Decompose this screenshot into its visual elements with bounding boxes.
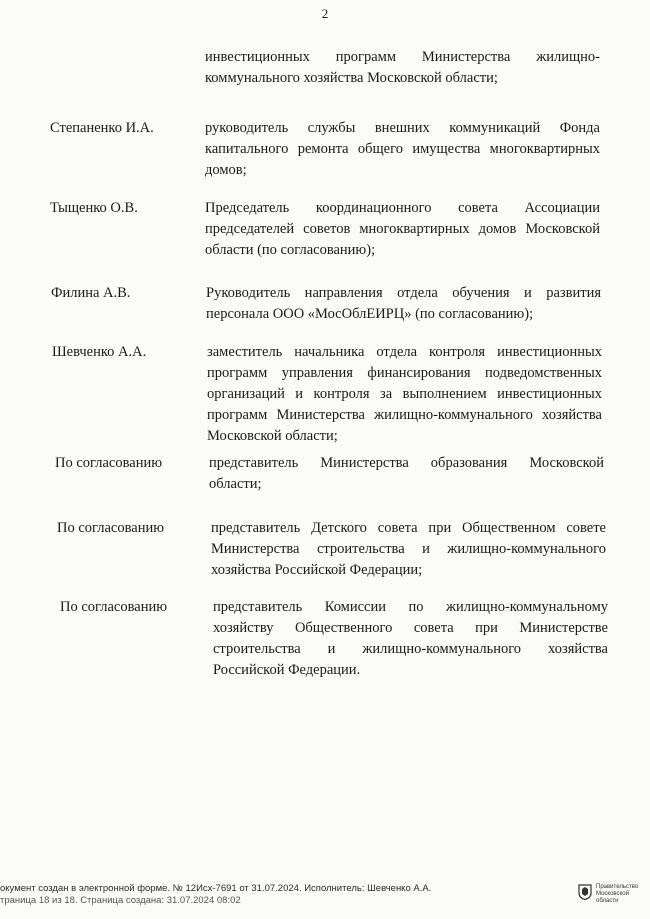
member-role: представитель Комиссии по жилищно-коммунальному хозяйству Общественного совета при Министерстве строительства и жилищно-коммунального хозяйства Российской Федерации. bbox=[213, 599, 608, 678]
member-role: представитель Детского совета при Общественном совете Министерства строительства и жилищно-коммунального хозяйства Российской Федерации; bbox=[211, 520, 606, 578]
member-name: По согласованию bbox=[57, 520, 165, 536]
footer-line-registration: окумент создан в электронной форме. № 12Исх-7691 от 31.07.2024. Исполнитель: Шевченко А.А. bbox=[0, 883, 432, 894]
page-number: 2 bbox=[321, 6, 329, 21]
government-logo bbox=[578, 882, 648, 906]
member-role: Руководитель направления отдела обучения и развития персонала ООО «МосОблЕИРЦ» (по согласованию); bbox=[206, 285, 601, 322]
member-role: заместитель начальника отдела контроля инвестиционных программ управления финансирования подведомственных организаций и контроля за выполнением инвестиционных программ Министерства жилищно-коммунального хозяйства Московской области; bbox=[207, 344, 602, 444]
member-name: Филина А.В. bbox=[51, 285, 131, 301]
coat-of-arms-icon bbox=[578, 884, 592, 900]
member-name: По согласованию bbox=[55, 455, 163, 471]
logo-line-2: Московской области bbox=[596, 891, 629, 904]
member-name: Шевченко А.А. bbox=[52, 344, 147, 360]
member-role: Председатель координационного совета Ассоциации председателей советов многоквартирных домов Московской области (по согласованию); bbox=[205, 200, 600, 258]
continuation-text: инвестиционных программ Министерства жилищно-коммунального хозяйства Московской области; bbox=[205, 49, 600, 86]
member-name: Степаненко И.А. bbox=[50, 120, 154, 136]
member-role: представитель Министерства образования Московской области; bbox=[209, 455, 604, 492]
member-role: руководитель службы внешних коммуникаций Фонда капитального ремонта общего имущества многоквартирных домов; bbox=[205, 120, 600, 178]
footer-text bbox=[0, 883, 540, 907]
logo-line-1: Правительство bbox=[596, 884, 639, 890]
document-footer bbox=[0, 880, 650, 919]
member-name: Тыщенко О.В. bbox=[50, 200, 138, 216]
logo-text bbox=[596, 884, 648, 905]
footer-line-page: траница 18 из 18. Страница создана: 31.07.2024 08:02 bbox=[0, 895, 241, 906]
member-name: По согласованию bbox=[60, 599, 168, 615]
